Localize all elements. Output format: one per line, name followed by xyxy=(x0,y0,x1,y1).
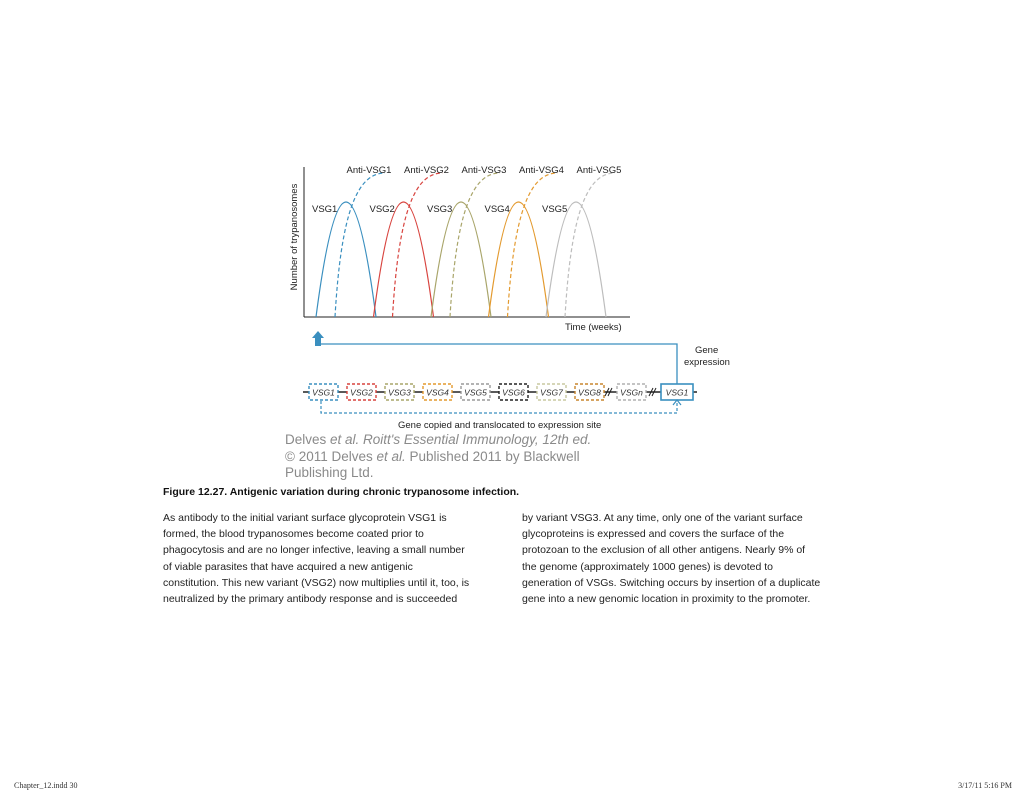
col1-line: phagocytosis and are no longer infective, leaving a small number xyxy=(163,544,465,557)
body-column-2 xyxy=(522,510,820,607)
antibody-label-vsg2: Anti-VSG2 xyxy=(404,165,449,176)
curve-label-vsg1: VSG1 xyxy=(312,204,338,215)
gene-label-vsg4: VSG4 xyxy=(426,387,449,398)
antibody-curve-vsg4 xyxy=(508,173,558,317)
figure-caption: Figure 12.27. Antigenic variation during chronic trypanosome infection. xyxy=(163,486,520,498)
credit-line-2: © 2011 Delves et al. Published 2011 by Blackwell xyxy=(285,448,580,464)
col2-line: generation of VSGs. Switching occurs by insertion of a duplicate xyxy=(522,576,821,589)
population-curve-vsg1 xyxy=(316,202,376,317)
gene-label-vsgn: VSGn xyxy=(620,387,643,398)
gene-array xyxy=(303,384,697,400)
footer-file-info: Chapter_12.indd 30 xyxy=(14,781,78,790)
population-curve-vsg2 xyxy=(374,202,434,317)
y-axis-label: Number of trypanosomes xyxy=(289,183,300,291)
gene-label-vsg2: VSG2 xyxy=(350,387,373,398)
gene-label-vsg6: VSG6 xyxy=(502,387,525,398)
gene-label-vsg8: VSG8 xyxy=(578,387,601,398)
trypanosome-figure xyxy=(280,155,760,435)
col1-line: constitution. This new variant (VSG2) now multiplies until it, too, is xyxy=(163,576,470,589)
figure-credit xyxy=(285,432,591,482)
antibody-curve-vsg1 xyxy=(335,173,385,317)
curve-label-vsg2: VSG2 xyxy=(369,204,395,215)
col1-line: of viable parasites that have acquired a new antigenic xyxy=(163,560,413,573)
gene-expression-label-2: expression xyxy=(684,357,730,368)
gene-copied-label: Gene copied and translocated to expression site xyxy=(398,420,602,431)
antibody-curve-vsg3 xyxy=(450,173,500,317)
gene-copy-line xyxy=(321,401,677,413)
col2-line: protozoan to the exclusion of all other antigens. Nearly 9% of xyxy=(522,544,806,557)
col1-line: formed, the blood trypanosomes become coated prior to xyxy=(163,528,424,541)
body-column-1 xyxy=(163,510,469,607)
gene-expression-line xyxy=(321,344,677,384)
gene-label-vsg1: VSG1 xyxy=(312,387,335,398)
population-curve-vsg5 xyxy=(546,202,606,317)
x-axis-label: Time (weeks) xyxy=(565,322,622,333)
col1-line: neutralized by the primary antibody response and is succeeded xyxy=(163,593,458,606)
population-curve-vsg4 xyxy=(489,202,549,317)
footer-timestamp: 3/17/11 5:16 PM xyxy=(958,781,1012,790)
gene-label-vsg3: VSG3 xyxy=(388,387,411,398)
antibody-label-vsg4: Anti-VSG4 xyxy=(519,165,564,176)
vsg-curves xyxy=(312,165,621,317)
col2-line: the genome (approximately 1000 genes) is devoted to xyxy=(522,560,773,573)
antibody-label-vsg1: Anti-VSG1 xyxy=(346,165,392,176)
population-curve-vsg3 xyxy=(431,202,491,317)
antibody-label-vsg3: Anti-VSG3 xyxy=(461,165,507,176)
curve-label-vsg5: VSG5 xyxy=(542,204,568,215)
antibody-curve-vsg5 xyxy=(565,173,615,317)
antibody-curve-vsg2 xyxy=(393,173,443,317)
expression-site-label: VSG1 xyxy=(665,387,689,398)
antibody-label-vsg5: Anti-VSG5 xyxy=(576,165,622,176)
gene-expression-label-1: Gene xyxy=(695,345,719,356)
col2-line: gene into a new genomic location in proximity to the promoter. xyxy=(522,593,811,606)
gene-label-vsg7: VSG7 xyxy=(540,387,563,398)
gene-label-vsg5: VSG5 xyxy=(464,387,487,398)
col2-line: glycoproteins is expressed and covers the surface of the xyxy=(522,528,785,541)
credit-line-1: Delves et al. Roitt's Essential Immunology, 12th ed. xyxy=(285,432,592,447)
curve-label-vsg3: VSG3 xyxy=(427,204,453,215)
curve-label-vsg4: VSG4 xyxy=(484,204,510,215)
col1-line: As antibody to the initial variant surface glycoprotein VSG1 is xyxy=(163,512,447,524)
credit-line-3: Publishing Ltd. xyxy=(285,465,374,480)
col2-line: by variant VSG3. At any time, only one of the variant surface xyxy=(522,512,803,524)
